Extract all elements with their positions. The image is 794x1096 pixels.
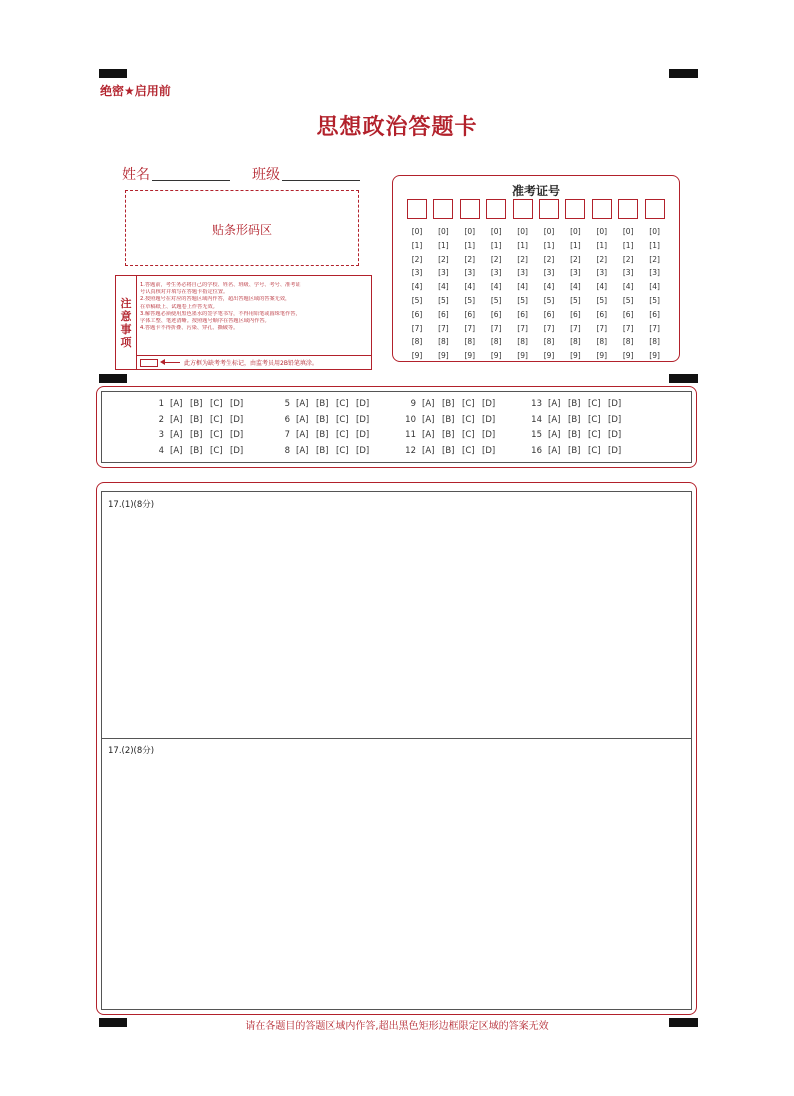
admission-digit-option[interactable]: [7] [517, 323, 528, 333]
question-number: 8 [284, 445, 290, 456]
choice-option[interactable]: [B] [442, 399, 455, 409]
barcode-label: 贴条形码区 [211, 223, 272, 237]
choice-option[interactable]: [A] [296, 445, 309, 456]
question-number: 7 [284, 430, 290, 440]
admission-digit-option[interactable]: [0] [490, 227, 502, 236]
choice-option[interactable]: [D] [608, 399, 622, 409]
choice-option[interactable]: [B] [190, 430, 203, 440]
choice-question [526, 399, 628, 409]
admission-digit-option[interactable]: [6] [622, 309, 634, 319]
question-number: 12 [405, 445, 416, 456]
admission-digit-option[interactable]: [6] [411, 309, 423, 319]
choice-option[interactable]: [C] [210, 445, 223, 456]
admission-digit-option[interactable]: [5] [596, 295, 608, 305]
admission-digit-option[interactable]: [8] [517, 337, 528, 347]
admission-digit-box[interactable] [433, 199, 453, 219]
admission-digit-option[interactable]: [3] [622, 268, 634, 278]
admission-digit-column [618, 199, 638, 363]
choice-question [274, 446, 376, 456]
choice-option[interactable]: [C] [210, 430, 223, 440]
admission-digit-box[interactable] [407, 199, 427, 219]
answer-frame [101, 491, 692, 1010]
admission-digit-box[interactable] [460, 199, 480, 219]
admission-digit-option[interactable]: [3] [490, 268, 502, 278]
admission-digit-option[interactable]: [5] [490, 295, 502, 305]
choice-option[interactable]: [D] [608, 414, 622, 425]
notice-item: 2.按照题号在对应的答题区域内作答，超出答题区域的答案无效， [140, 296, 291, 303]
admission-digit-option[interactable]: [0] [570, 227, 581, 236]
admission-digit-option[interactable]: [6] [464, 309, 476, 319]
admission-digit-box[interactable] [618, 199, 638, 219]
admission-digit-box[interactable] [539, 199, 559, 219]
position-marker-mid-left [99, 374, 127, 383]
admission-number-label: 准考证号 [511, 184, 560, 198]
notice-side-title: 注 意 事 项 [116, 276, 137, 369]
admission-digit-option[interactable]: [1] [622, 240, 634, 250]
choice-option[interactable]: [D] [230, 414, 244, 425]
arrow-line [162, 362, 180, 363]
admission-digit-option[interactable]: [3] [411, 268, 423, 278]
admission-digit-option[interactable]: [3] [464, 268, 476, 278]
admission-digit-option[interactable]: [3] [543, 268, 555, 278]
choice-option[interactable]: [B] [316, 445, 329, 456]
choice-option[interactable]: [D] [356, 430, 370, 440]
choice-option[interactable]: [D] [608, 430, 622, 440]
admission-digit-option[interactable]: [0] [622, 227, 634, 236]
choice-option[interactable]: [A] [296, 414, 309, 425]
admission-digit-column [433, 199, 453, 363]
choice-option[interactable]: [C] [588, 430, 601, 440]
admission-digit-option[interactable]: [0] [517, 227, 528, 236]
admission-digit-option[interactable]: [6] [596, 309, 608, 319]
choice-option[interactable]: [D] [356, 445, 370, 456]
admission-digit-option[interactable]: [2] [649, 254, 660, 264]
question-number: 4 [158, 445, 164, 456]
choice-option[interactable]: [A] [170, 399, 183, 409]
notice-item: 1.答题前，考生务必将自己的学校、姓名、班级、学号、考号、准考证 [140, 282, 301, 288]
choice-option[interactable]: [D] [482, 414, 496, 425]
notice-item: 在草稿纸上、试题卷上作答无效。 [140, 303, 218, 310]
admission-digit-option[interactable]: [8] [543, 337, 555, 347]
admission-digit-box[interactable] [592, 199, 612, 219]
choice-option[interactable]: [C] [336, 414, 349, 425]
admission-digit-option[interactable]: [4] [411, 282, 423, 292]
choice-option[interactable]: [C] [462, 430, 475, 440]
question-number: 13 [531, 399, 542, 409]
choice-question [148, 399, 250, 409]
answer-divider [102, 738, 691, 739]
admission-digit-option[interactable]: [5] [622, 295, 634, 305]
admission-digit-option[interactable]: [4] [596, 282, 608, 292]
notice-item: 4.答题卡不得折叠、污染、穿孔、撕破等。 [140, 325, 239, 332]
choice-option[interactable]: [B] [442, 414, 455, 425]
admission-digit-column [460, 199, 480, 363]
choice-option[interactable]: [C] [336, 430, 349, 440]
admission-digit-option[interactable]: [7] [490, 323, 502, 333]
choice-question [274, 430, 376, 440]
choice-option[interactable]: [B] [190, 414, 203, 425]
admission-digit-option[interactable]: [2] [570, 254, 581, 264]
admission-digit-option[interactable]: [9] [622, 351, 634, 361]
question-number: 15 [531, 430, 542, 440]
admission-digit-option[interactable]: [3] [649, 268, 660, 278]
admission-digit-option[interactable]: [1] [596, 240, 608, 250]
admission-digit-option[interactable]: [1] [543, 240, 555, 250]
admission-digit-option[interactable]: [7] [570, 323, 581, 333]
admission-digit-option[interactable]: [6] [649, 309, 660, 319]
admission-digit-option[interactable]: [4] [517, 282, 528, 292]
choice-question [400, 415, 502, 425]
admission-digit-option[interactable]: [1] [570, 240, 581, 250]
position-marker-top-right [669, 69, 698, 78]
choice-option[interactable]: [C] [462, 414, 475, 425]
barcode-area [125, 190, 359, 266]
admission-digit-option[interactable]: [7] [464, 323, 476, 333]
choice-option[interactable]: [D] [608, 445, 622, 456]
choice-option[interactable]: [D] [230, 399, 244, 409]
admission-digit-box[interactable] [565, 199, 585, 219]
choice-option[interactable]: [A] [296, 430, 309, 440]
admission-digit-option[interactable]: [0] [411, 227, 423, 236]
choice-option[interactable]: [B] [316, 414, 329, 425]
choice-option[interactable]: [B] [568, 430, 581, 440]
choice-option[interactable]: [B] [190, 445, 203, 456]
choice-option[interactable]: [B] [316, 430, 329, 440]
admission-digit-option[interactable]: [8] [622, 337, 634, 347]
name-field[interactable] [152, 180, 230, 181]
admission-digit-option[interactable]: [1] [464, 240, 476, 250]
admission-digit-column [565, 199, 585, 363]
admission-digit-option[interactable]: [4] [543, 282, 555, 292]
admission-digit-option[interactable]: [9] [464, 351, 476, 361]
choice-option[interactable]: [C] [336, 399, 349, 409]
choice-question [526, 430, 628, 440]
position-marker-mid-right [669, 374, 698, 383]
admission-digit-option[interactable]: [9] [570, 351, 581, 361]
admission-digit-option[interactable]: [2] [622, 254, 634, 264]
choice-option[interactable]: [A] [548, 430, 561, 440]
choice-option[interactable]: [A] [422, 399, 435, 409]
question-number: 9 [410, 399, 416, 409]
choice-option[interactable]: [B] [316, 399, 329, 409]
admission-digit-option[interactable]: [9] [596, 351, 608, 361]
admission-digit-option[interactable]: [0] [464, 227, 476, 236]
admission-digit-option[interactable]: [1] [438, 240, 449, 250]
choice-question [148, 415, 250, 425]
admission-digit-option[interactable]: [2] [464, 254, 476, 264]
admission-digit-option[interactable]: [4] [649, 282, 660, 292]
answer-label-17-2: 17.(2)(8分) [108, 746, 155, 756]
notice-item: 3.解答题必须使用黑色墨水的签字笔书写，不得用铅笔或圆珠笔作答， [140, 310, 301, 317]
admission-digit-option[interactable]: [1] [411, 240, 423, 250]
admission-digit-option[interactable]: [7] [411, 323, 423, 333]
admission-digit-column [539, 199, 559, 363]
choice-question [400, 430, 502, 440]
admission-digit-box[interactable] [513, 199, 533, 219]
choice-option[interactable]: [C] [210, 414, 223, 425]
admission-digit-option[interactable]: [3] [570, 268, 581, 278]
notice-box [115, 275, 372, 370]
choice-question [148, 430, 250, 440]
admission-digit-option[interactable]: [3] [438, 268, 449, 278]
answer-label-17-1: 17.(1)(8分) [108, 500, 155, 510]
notice-items [140, 282, 367, 332]
question-number: 1 [158, 399, 164, 409]
choice-option[interactable]: [B] [442, 430, 455, 440]
absent-mark-row [136, 355, 371, 369]
admission-digit-option[interactable]: [6] [490, 309, 502, 319]
choice-option[interactable]: [B] [568, 399, 581, 409]
position-marker-top-left [99, 69, 127, 78]
admission-digit-option[interactable]: [3] [517, 268, 528, 278]
class-label: 班级 [252, 167, 280, 183]
admission-digit-option[interactable]: [2] [543, 254, 555, 264]
admission-digit-option[interactable]: [7] [649, 323, 660, 333]
choice-option[interactable]: [A] [548, 399, 561, 409]
admission-digit-option[interactable]: [2] [438, 254, 449, 264]
choice-option[interactable]: [C] [588, 399, 601, 409]
notice-item: 号认真核对并填写在答题卡指定位置。 [140, 289, 229, 296]
choice-option[interactable]: [A] [170, 430, 183, 440]
admission-digit-option[interactable]: [4] [570, 282, 581, 292]
admission-digit-option[interactable]: [4] [464, 282, 476, 292]
page-title: 思想政治答题卡 [316, 115, 478, 140]
choice-question [274, 399, 376, 409]
answer-section [96, 482, 697, 1015]
choice-option[interactable]: [C] [336, 445, 349, 456]
choice-option[interactable]: [B] [190, 399, 203, 409]
choice-option[interactable]: [B] [568, 414, 581, 425]
admission-digit-option[interactable]: [2] [490, 254, 502, 264]
admission-digit-option[interactable]: [2] [596, 254, 608, 264]
admission-digit-option[interactable]: [2] [411, 254, 423, 264]
choice-question [400, 446, 502, 456]
choice-option[interactable]: [A] [548, 414, 561, 425]
admission-digit-option[interactable]: [7] [438, 323, 449, 333]
admission-digit-option[interactable]: [7] [622, 323, 634, 333]
admission-digit-option[interactable]: [1] [490, 240, 502, 250]
admission-digit-option[interactable]: [7] [543, 323, 555, 333]
question-number: 3 [158, 430, 164, 440]
admission-digit-option[interactable]: [5] [464, 295, 476, 305]
admission-digit-option[interactable]: [9] [438, 351, 449, 361]
admission-digit-option[interactable]: [9] [543, 351, 555, 361]
multiple-choice-grid [101, 391, 692, 463]
admission-digit-option[interactable]: [8] [490, 337, 502, 347]
notice-item: 字体工整、笔迹清晰。按照题号顺序在答题区域内作答。 [140, 318, 270, 325]
admission-number-panel [392, 175, 680, 362]
admission-digit-option[interactable]: [8] [649, 337, 660, 347]
name-label: 姓名 [122, 167, 150, 183]
choice-question [526, 446, 628, 456]
question-number: 5 [284, 399, 290, 409]
admission-digit-column [645, 199, 665, 363]
admission-digit-option[interactable]: [5] [543, 295, 555, 305]
class-field[interactable] [282, 180, 360, 181]
admission-digit-option[interactable]: [6] [570, 309, 581, 319]
choice-option[interactable]: [A] [170, 445, 183, 456]
admission-digit-option[interactable]: [9] [649, 351, 660, 361]
choice-option[interactable]: [C] [588, 414, 601, 425]
admission-digit-option[interactable]: [4] [438, 282, 449, 292]
choice-option[interactable]: [B] [442, 445, 455, 456]
choice-option[interactable]: [A] [422, 430, 435, 440]
question-number: 14 [531, 414, 542, 425]
admission-digit-option[interactable]: [8] [438, 337, 449, 347]
question-number: 2 [158, 414, 164, 425]
admission-digit-option[interactable]: [4] [622, 282, 634, 292]
admission-digit-option[interactable]: [0] [438, 227, 449, 236]
admission-digit-option[interactable]: [7] [596, 323, 608, 333]
choice-option[interactable]: [A] [422, 414, 435, 425]
absent-mark-text: 此方框为缺考考生标记，由监考员用2B铅笔填涂。 [184, 360, 318, 367]
admission-digit-box[interactable] [645, 199, 665, 219]
choice-option[interactable]: [D] [356, 414, 370, 425]
question-number: 16 [531, 445, 542, 456]
choice-option[interactable]: [A] [170, 414, 183, 425]
admission-digit-option[interactable]: [6] [517, 309, 528, 319]
question-number: 10 [405, 414, 416, 425]
choice-option[interactable]: [C] [588, 445, 601, 456]
admission-digit-option[interactable]: [5] [570, 295, 581, 305]
admission-digit-box[interactable] [486, 199, 506, 219]
admission-digit-option[interactable]: [4] [490, 282, 502, 292]
choice-question [400, 399, 502, 409]
admission-digit-option[interactable]: [5] [517, 295, 528, 305]
admission-digit-option[interactable]: [0] [649, 227, 660, 236]
choice-option[interactable]: [D] [482, 399, 496, 409]
choice-option[interactable]: [D] [482, 445, 496, 456]
choice-option[interactable]: [A] [548, 445, 561, 456]
admission-digit-option[interactable]: [9] [517, 351, 528, 361]
admission-digit-option[interactable]: [5] [438, 295, 449, 305]
admission-digit-option[interactable]: [9] [411, 351, 423, 361]
admission-digit-column [486, 199, 506, 363]
admission-digit-option[interactable]: [0] [543, 227, 555, 236]
admission-digit-option[interactable]: [6] [543, 309, 555, 319]
admission-digit-option[interactable]: [5] [649, 295, 660, 305]
choice-option[interactable]: [B] [568, 445, 581, 456]
admission-digit-column [407, 199, 427, 363]
question-number: 11 [405, 430, 416, 440]
choice-question [148, 446, 250, 456]
admission-digit-option[interactable]: [5] [411, 295, 423, 305]
admission-digit-option[interactable]: [3] [596, 268, 608, 278]
admission-digit-option[interactable]: [0] [596, 227, 608, 236]
multiple-choice-section [96, 386, 697, 468]
choice-option[interactable]: [C] [462, 399, 475, 409]
admission-digit-option[interactable]: [9] [490, 351, 502, 361]
choice-option[interactable]: [C] [210, 399, 223, 409]
admission-digit-option[interactable]: [8] [464, 337, 476, 347]
choice-option[interactable]: [C] [462, 445, 475, 456]
choice-option[interactable]: [A] [422, 445, 435, 456]
choice-question [526, 415, 628, 425]
admission-digit-column [592, 199, 612, 363]
choice-option[interactable]: [D] [356, 399, 370, 409]
choice-option[interactable]: [D] [230, 445, 244, 456]
absent-mark-box[interactable] [140, 359, 158, 367]
choice-option[interactable]: [A] [296, 399, 309, 409]
admission-digit-column [513, 199, 533, 363]
choice-option[interactable]: [D] [230, 430, 244, 440]
question-number: 6 [284, 414, 290, 425]
choice-option[interactable]: [D] [482, 430, 496, 440]
admission-digit-option[interactable]: [8] [596, 337, 608, 347]
admission-digit-option[interactable]: [2] [517, 254, 528, 264]
confidential-label: 绝密★启用前 [100, 84, 171, 98]
admission-digit-option[interactable]: [1] [649, 240, 660, 250]
admission-digit-option[interactable]: [1] [517, 240, 528, 250]
choice-question [274, 415, 376, 425]
footer-warning: 请在各题目的答题区域内作答,超出黑色矩形边框限定区域的答案无效 [245, 1021, 549, 1032]
admission-digit-option[interactable]: [8] [570, 337, 581, 347]
admission-digit-option[interactable]: [6] [438, 309, 449, 319]
admission-digit-option[interactable]: [8] [411, 337, 423, 347]
